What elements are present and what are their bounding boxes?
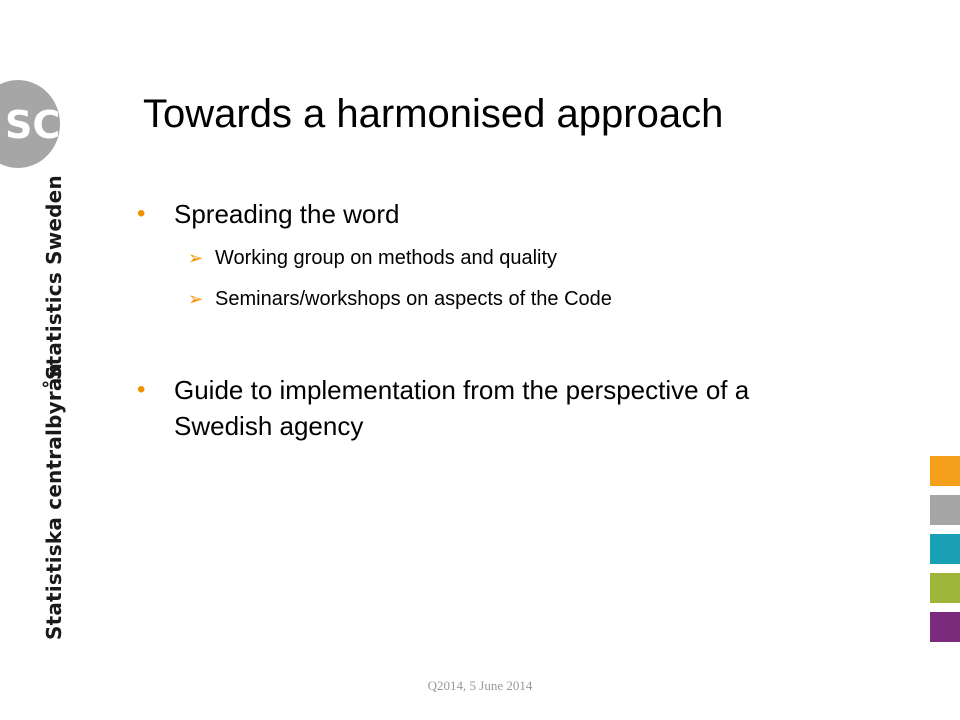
sub-bullet-text: Working group on methods and quality [215,247,558,269]
bullet-item [137,372,837,444]
bullet-dot-icon: • [137,200,146,227]
logo-text: SCB [5,103,90,147]
swatch-gray [930,495,960,525]
sub-bullet-item [188,286,612,312]
slide-footer: Q2014, 5 June 2014 [427,678,533,693]
swatch-green [930,573,960,603]
bullet-item [137,196,399,232]
bullet-text: Guide to implementation from the perspective of a Swedish agency [174,375,750,441]
brand-name-en: Statistics Sweden [42,175,66,380]
swatch-orange [930,456,960,486]
brand-name-sv: Statistiska centralbyrån [42,362,66,640]
swatch-purple [930,612,960,642]
scb-logo-icon [0,80,90,168]
swatch-teal [930,534,960,564]
bullet-dot-icon: • [137,376,146,403]
arrow-bullet-icon: ➢ [188,248,204,268]
color-swatches [930,456,960,651]
sub-bullet-text: Seminars/workshops on aspects of the Code [215,288,612,310]
slide-title: Towards a harmonised approach [143,92,724,136]
arrow-bullet-icon: ➢ [188,289,204,309]
sub-bullet-item [188,245,557,271]
bullet-text: Spreading the word [174,199,400,229]
